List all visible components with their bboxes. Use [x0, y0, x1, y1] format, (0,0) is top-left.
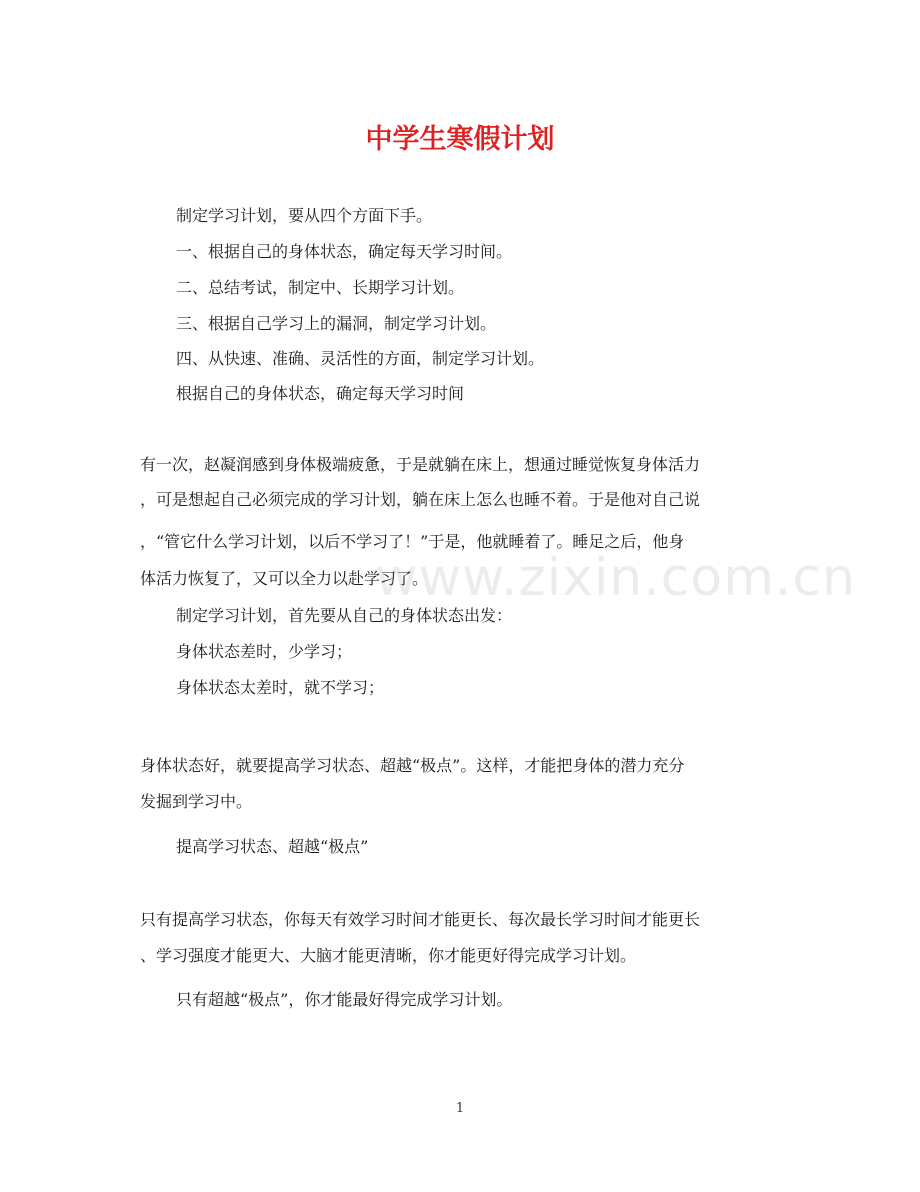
paragraph: 制定学习计划，要从四个方面下手。 — [176, 206, 433, 225]
paragraph-line: 有一次，赵凝润感到身体极端疲惫，于是就躺在床上，想通过睡觉恢复身体活力 — [140, 455, 701, 474]
paragraph-line: 发掘到学习中。 — [140, 792, 253, 811]
paragraph-line: 体活力恢复了，又可以全力以赴学习了。 — [140, 569, 429, 588]
paragraph-line: 、学习强度才能更大、大脑才能更清晰，你才能更好得完成学习计划。 — [140, 946, 637, 965]
paragraph-line: 身体状态好，就要提高学习状态、超越“极点”。这样，才能把身体的潜力充分 — [140, 756, 685, 775]
paragraph: 身体状态差时，少学习； — [176, 642, 353, 661]
paragraph: 制定学习计划，首先要从自己的身体状态出发： — [176, 606, 513, 625]
paragraph: 一、根据自己的身体状态，确定每天学习时间。 — [176, 242, 513, 261]
watermark: www.zixin.com.cn — [375, 548, 856, 608]
paragraph: 三、根据自己学习上的漏洞，制定学习计划。 — [176, 314, 497, 333]
paragraph-line: ，“管它什么学习计划，以后不学习了！”于是，他就睡着了。睡足之后，他身 — [140, 532, 685, 551]
paragraph: 二、总结考试，制定中、长期学习计划。 — [176, 278, 465, 297]
paragraph: 四、从快速、准确、灵活性的方面，制定学习计划。 — [176, 349, 545, 368]
paragraph: 只有超越“极点”，你才能最好得完成学习计划。 — [176, 990, 513, 1009]
paragraph-line: 只有提高学习状态，你每天有效学习时间才能更长、每次最长学习时间才能更长 — [140, 910, 701, 929]
document-title: 中学生寒假计划 — [365, 124, 555, 155]
page-number: 1 — [455, 1101, 465, 1116]
paragraph: 提高学习状态、超越“极点” — [176, 837, 369, 856]
paragraph: 身体状态太差时，就不学习； — [176, 678, 385, 697]
paragraph: 根据自己的身体状态，确定每天学习时间 — [176, 384, 465, 403]
paragraph-line: ，可是想起自己必须完成的学习计划，躺在床上怎么也睡不着。于是他对自己说 — [140, 490, 701, 509]
